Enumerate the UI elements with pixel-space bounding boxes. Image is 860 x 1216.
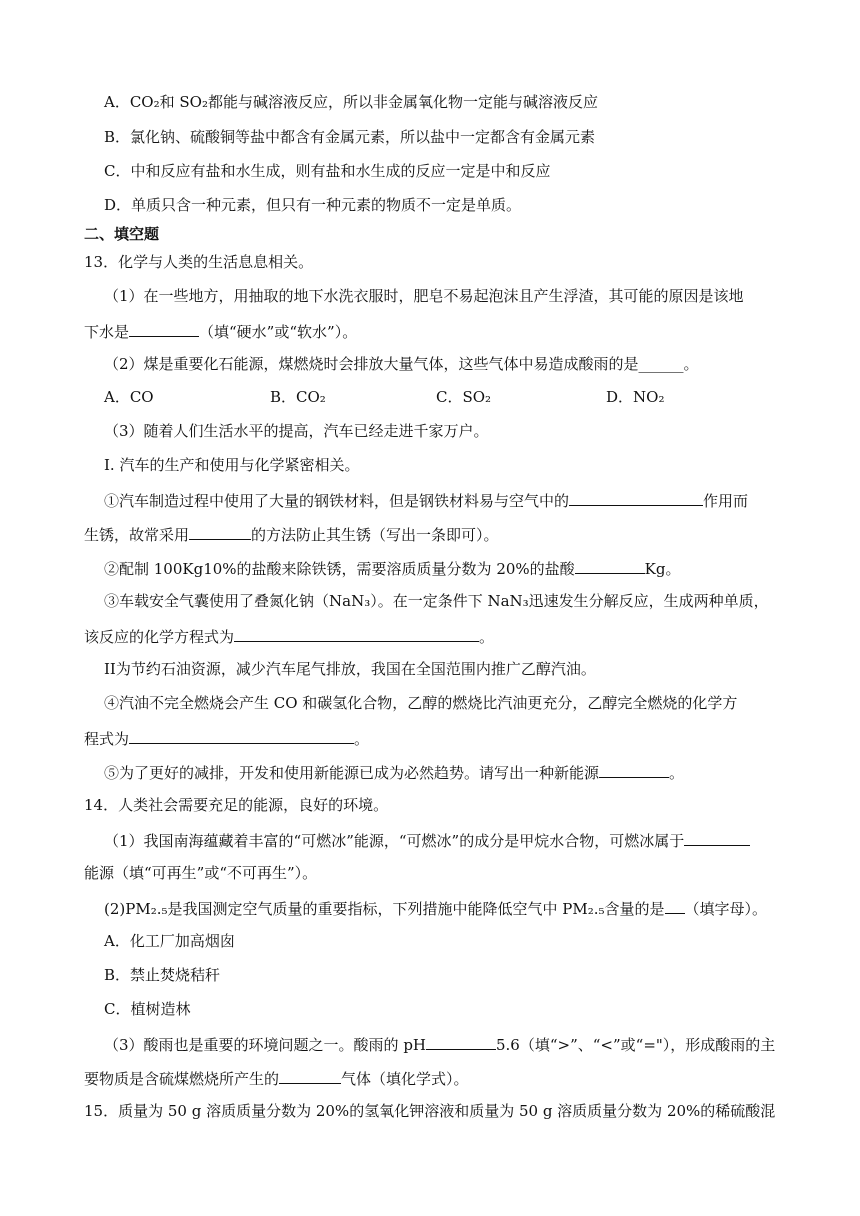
circle2-text-b: Kg。: [644, 560, 681, 578]
q13-option-a: A．CO: [104, 388, 154, 406]
answer-blank[interactable]: [129, 320, 199, 337]
answer-blank[interactable]: [129, 727, 354, 744]
q14-part3-text-b: 5.6（填“>”、“<”或“="），形成酸雨的主: [496, 1036, 776, 1054]
q13-circle2: [104, 557, 680, 579]
q12-option-a: A．CO₂和 SO₂都能与碱溶液反应，所以非金属氧化物一定能与碱溶液反应: [104, 93, 598, 111]
answer-blank[interactable]: [426, 1033, 496, 1050]
circle4-text-a: 程式为: [84, 730, 130, 748]
answer-blank[interactable]: [665, 897, 685, 914]
q14-part3-text-a: （3）酸雨也是重要的环境问题之一。酸雨的 pH: [104, 1036, 426, 1054]
q13-part1-line2: [84, 320, 357, 342]
circle1-text-c: 生锈，故常采用: [84, 526, 190, 544]
q14-part1-text: （1）我国南海蕴藏着丰富的“可燃冰”能源，“可燃冰”的成分是甲烷水合物，可燃冰属于: [104, 832, 685, 850]
circle1-text-a: ①汽车制造过程中使用了大量的钢铁材料，但是钢铁材料易与空气中的: [104, 492, 570, 510]
q14-part3-line2: [84, 1067, 469, 1089]
q12-option-c: C．中和反应有盐和水生成，则有盐和水生成的反应一定是中和反应: [104, 162, 551, 180]
q14-part2-text-a: (2)PM₂.₅是我国测定空气质量的重要指标，下列措施中能降低空气中 PM₂.₅含量的是: [104, 900, 665, 918]
circle4-text-b: 。: [354, 730, 370, 748]
q14-option-b: B．禁止焚烧秸秆: [104, 966, 221, 984]
q14-option-a: A．化工厂加高烟囱: [104, 932, 235, 950]
q13-part1-text-b: （填“硬水”或“软水”）。: [199, 323, 358, 341]
q13-circle3-line2: [84, 625, 494, 647]
q14-option-c: C．植树造林: [104, 1000, 191, 1018]
q13-part2-options: [104, 387, 664, 407]
q12-option-d: D．单质只含一种元素，但只有一种元素的物质不一定是单质。: [104, 196, 522, 214]
q13-part1-text-a: 下水是: [84, 323, 130, 341]
circle1-text-b: 作用而: [703, 492, 749, 510]
q14-part3-text-c: 要物质是含硫煤燃烧所产生的: [84, 1070, 280, 1088]
q14-part1-line2: 能源（填“可再生”或“不可再生”）。: [84, 864, 318, 882]
q13-circle1-line2: [84, 523, 499, 545]
answer-blank[interactable]: [234, 625, 479, 642]
answer-blank[interactable]: [599, 761, 669, 778]
q13-circle4-line2: [84, 727, 369, 749]
circle3-text-a: 该反应的化学方程式为: [84, 628, 235, 646]
q13-circle5: [104, 761, 684, 783]
q13-stem: 13．化学与人类的生活息息相关。: [84, 253, 314, 271]
q14-part2-text-b: （填字母）。: [684, 900, 768, 918]
circle5-text-b: 。: [669, 764, 685, 782]
q13-circle4-line1: ④汽油不完全燃烧会产生 CO 和碳氢化合物，乙醇的燃烧比汽油更充分，乙醇完全燃烧的化学方: [104, 694, 738, 712]
q14-stem: 14．人类社会需要充足的能源，良好的环境。: [84, 796, 389, 814]
q14-part1-line1: [104, 829, 750, 851]
answer-blank[interactable]: [569, 489, 703, 506]
q13-option-d: D．NO₂: [606, 388, 665, 406]
answer-blank[interactable]: [684, 829, 750, 846]
q13-roman-1: I. 汽车的生产和使用与化学紧密相关。: [104, 456, 360, 474]
q13-part2: （2）煤是重要化石能源，煤燃烧时会排放大量气体，这些气体中易造成酸雨的是______。: [104, 355, 699, 373]
q13-circle3-line1: ③车载安全气囊使用了叠氮化钠（NaN₃）。在一定条件下 NaN₃迅速发生分解反应，生成两种单质，: [104, 592, 769, 610]
answer-blank[interactable]: [279, 1067, 341, 1084]
circle1-text-d: 的方法防止其生锈（写出一条即可）。: [251, 526, 499, 544]
q13-circle1-line1: [104, 489, 748, 511]
q15-stem: 15．质量为 50 g 溶质质量分数为 20%的氢氧化钾溶液和质量为 50 g 溶质质量分数为 20%的稀硫酸混: [84, 1102, 776, 1120]
answer-blank[interactable]: [575, 557, 645, 574]
q14-part2: [104, 897, 767, 919]
q13-roman-2: II为节约石油资源，减少汽车尾气排放，我国在全国范围内推广乙醇汽油。: [104, 660, 596, 678]
q13-part3: （3）随着人们生活水平的提高，汽车已经走进千家万户。: [104, 422, 489, 440]
q13-part1-line1: （1）在一些地方，用抽取的地下水洗衣服时，肥皂不易起泡沫且产生浮渣，其可能的原因是该地: [104, 287, 744, 305]
answer-blank[interactable]: [189, 523, 251, 540]
circle3-text-b: 。: [479, 628, 495, 646]
q13-option-c: C．SO₂: [436, 388, 492, 406]
q14-part3-text-d: 气体（填化学式）。: [341, 1070, 469, 1088]
q13-option-b: B．CO₂: [270, 388, 326, 406]
circle5-text-a: ⑤为了更好的减排，开发和使用新能源已成为必然趋势。请写出一种新能源: [104, 764, 600, 782]
circle2-text-a: ②配制 100Kg10%的盐酸来除铁锈，需要溶质质量分数为 20%的盐酸: [104, 560, 575, 578]
q14-part3-line1: [104, 1033, 775, 1055]
q12-option-b: B．氯化钠、硫酸铜等盐中都含有金属元素，所以盐中一定都含有金属元素: [104, 128, 596, 146]
section-title: 二、填空题: [84, 225, 160, 243]
